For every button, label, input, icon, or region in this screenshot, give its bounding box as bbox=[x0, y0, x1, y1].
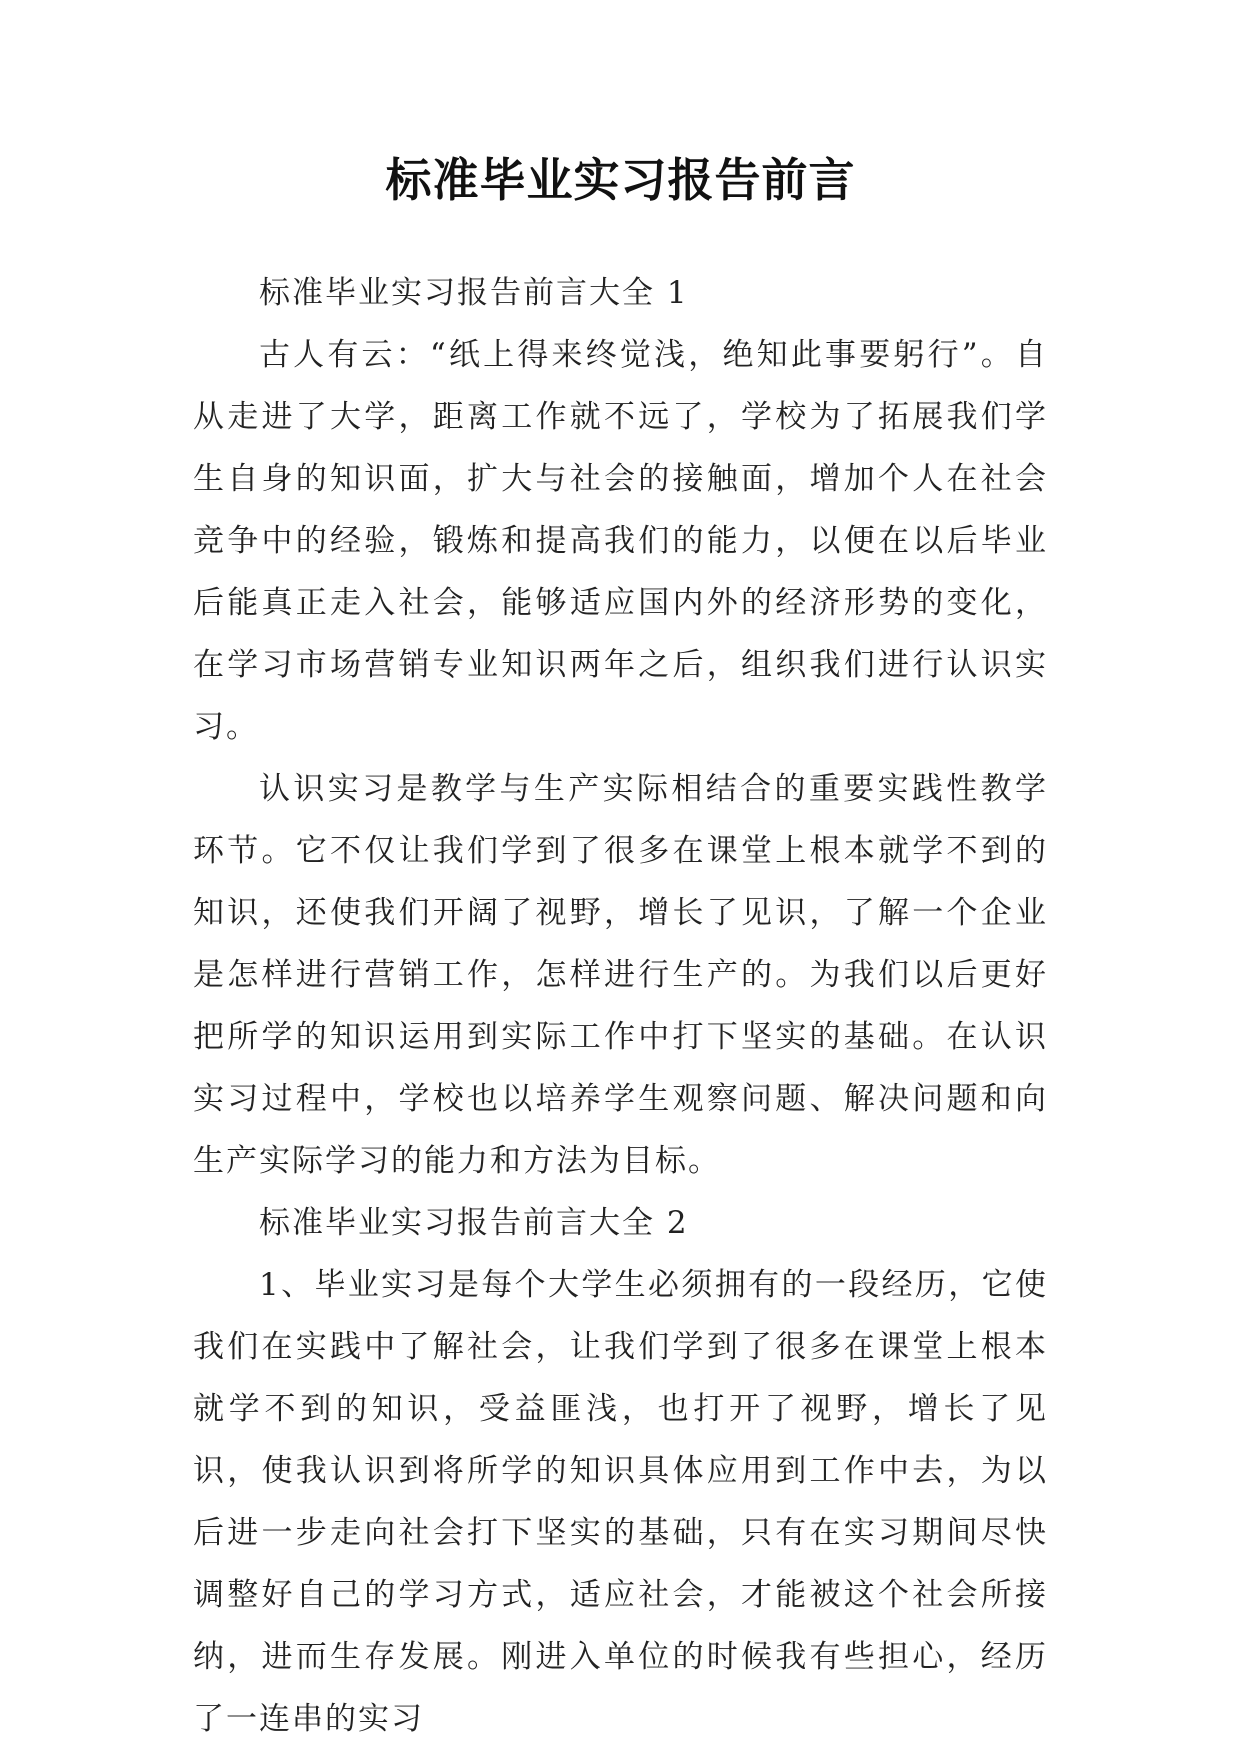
document-body bbox=[193, 262, 1048, 1750]
section-heading-2: 标准毕业实习报告前言大全 2 bbox=[259, 1205, 689, 1241]
body-paragraph: 认识实习是教学与生产实际相结合的重要实践性教学环节。它不仅让我们学到了很多在课堂上根本就学不到的知识，还使我们开阔了视野，增长了见识，了解一个企业是怎样进行营销工作，怎样进行生产的。为我们以后更好把所学的知识运用到实际工作中打下坚实的基础。在认识实习过程中，学校也以培养学生观察问题、解决问题和向生产实际学习的能力和方法为目标。 bbox=[193, 771, 1048, 1179]
body-paragraph: 古人有云：“纸上得来终觉浅，绝知此事要躬行”。自从走进了大学，距离工作就不远了，学校为了拓展我们学生自身的知识面，扩大与社会的接触面，增加个人在社会竞争中的经验，锻炼和提高我们的能力，以便在以后毕业后能真正走入社会，能够适应国内外的经济形势的变化，在学习市场营销专业知识两年之后，组织我们进行认识实习。 bbox=[193, 337, 1048, 745]
body-paragraph: 1、毕业实习是每个大学生必须拥有的一段经历，它使我们在实践中了解社会，让我们学到了很多在课堂上根本就学不到的知识，受益匪浅，也打开了视野，增长了见识，使我认识到将所学的知识具体应用到工作中去，为以后进一步走向社会打下坚实的基础，只有在实习期间尽快调整好自己的学习方式，适应社会，才能被这个社会所接纳，进而生存发展。刚进入单位的时候我有些担心，经历了一连串的实习 bbox=[193, 1267, 1048, 1737]
section-heading-1: 标准毕业实习报告前言大全 1 bbox=[259, 275, 689, 311]
document-title: 标准毕业实习报告前言 bbox=[385, 153, 856, 207]
